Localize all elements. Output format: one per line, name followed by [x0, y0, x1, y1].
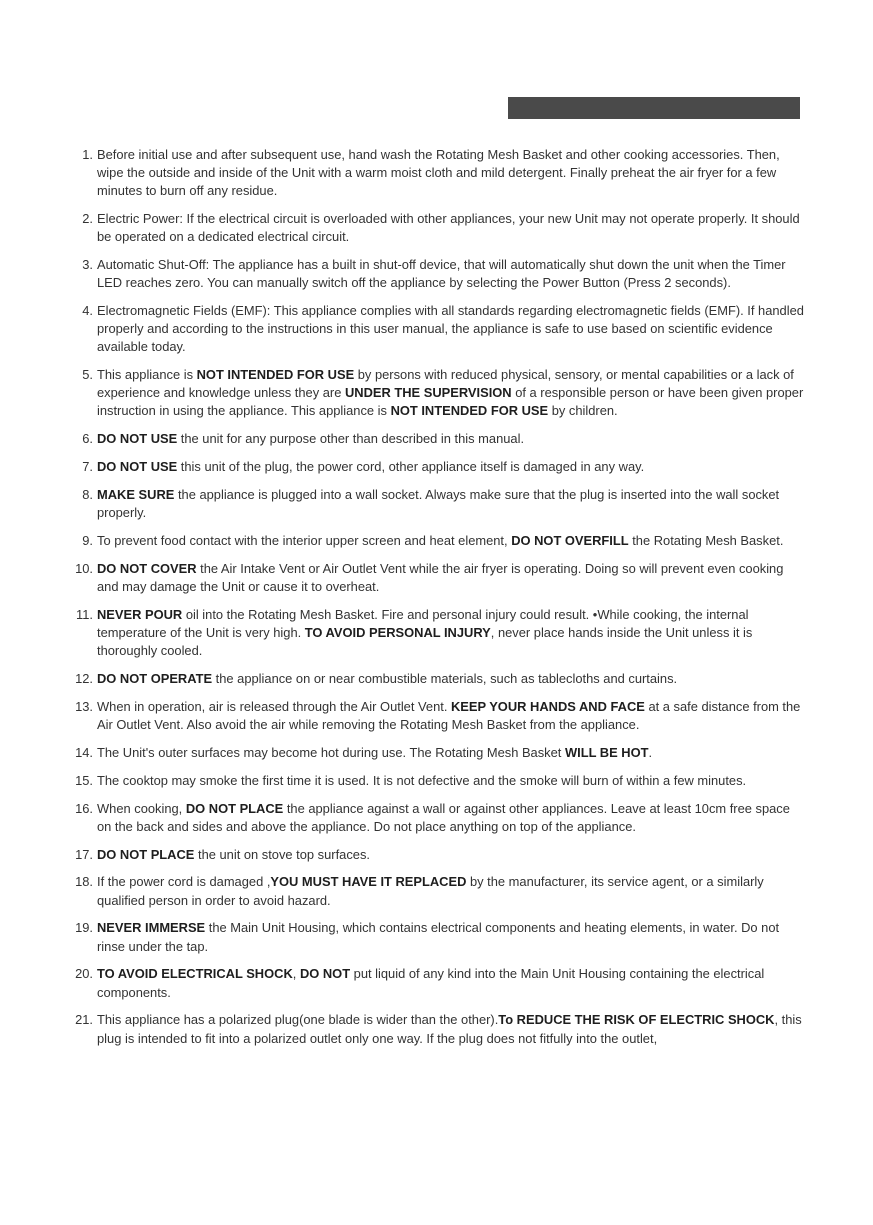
- emphasis-text: DO NOT PLACE: [185, 800, 284, 816]
- emphasis-text: DO NOT PLACE: [97, 846, 195, 862]
- list-item-text: [97, 847, 370, 862]
- list-item-number: 18.: [75, 874, 93, 890]
- emphasis-text: DO NOT USE: [97, 459, 178, 475]
- text-segment: the Main Unit Housing, which contains electrical components and heating elements, in water. Do not rinse under the tap.: [97, 920, 780, 954]
- list-item-text: [97, 147, 780, 198]
- list-item-text: [97, 966, 764, 999]
- emphasis-text: DO NOT OVERFILL: [511, 532, 629, 548]
- list-item-number: 11.: [76, 606, 93, 622]
- list-item: [66, 430, 806, 448]
- text-segment: When cooking,: [97, 800, 186, 816]
- list-item-text: [97, 367, 803, 418]
- safety-instructions-list: [66, 146, 806, 1057]
- list-item-text: [97, 920, 779, 953]
- text-segment: To prevent food contact with the interior upper screen and heat element,: [97, 532, 512, 548]
- list-item: [66, 965, 806, 1001]
- list-item-text: [97, 431, 524, 446]
- list-item-text: [97, 303, 804, 354]
- list-item-text: [97, 487, 779, 520]
- text-segment: If the power cord is damaged ,: [97, 874, 271, 890]
- list-item-text: [97, 607, 752, 658]
- text-segment: the appliance against a wall or against other appliances. Leave at least 10cm free space on the back and sides and above the appliance. Do not place anything on top of the appliance.: [97, 800, 790, 834]
- text-segment: Automatic Shut-Off: The appliance has a built in shut-off device, that will automatically shut down the unit when the Timer LED reaches zero. You can manually switch off the appliance by selecting the Power Button (Press 2 seconds).: [97, 257, 786, 291]
- list-item-text: [97, 257, 786, 290]
- list-item-text: [97, 533, 783, 548]
- emphasis-text: DO NOT COVER: [97, 560, 197, 576]
- list-item: [66, 256, 806, 292]
- text-segment: When in operation, air is released through the Air Outlet Vent.: [97, 698, 451, 714]
- list-item-text: [97, 1012, 802, 1045]
- emphasis-text: NEVER IMMERSE: [97, 920, 206, 936]
- list-item-number: 14.: [75, 744, 93, 760]
- emphasis-text: NOT INTENDED FOR USE: [390, 403, 549, 419]
- list-item-number: 7.: [82, 459, 93, 475]
- list-item-text: [97, 459, 644, 474]
- list-item-number: 21.: [75, 1012, 93, 1028]
- list-item-number: 8.: [82, 486, 93, 502]
- emphasis-text: To REDUCE THE RISK OF ELECTRIC SHOCK: [498, 1012, 775, 1028]
- list-item-text: [97, 801, 790, 834]
- text-segment: The Unit's outer surfaces may become hot during use. The Rotating Mesh Basket: [97, 744, 565, 760]
- list-item: [66, 302, 806, 356]
- list-item: [66, 210, 806, 246]
- list-item-number: 6.: [82, 431, 93, 447]
- list-item-text: [97, 671, 677, 686]
- text-segment: .: [648, 744, 653, 760]
- text-segment: of a responsible person or have been given proper instruction in using the appliance. This appliance is: [97, 385, 804, 419]
- text-segment: the unit for any purpose other than described in this manual.: [177, 431, 525, 447]
- text-segment: this unit of the plug, the power cord, other appliance itself is damaged in any way.: [177, 459, 645, 475]
- list-item-number: 9.: [82, 532, 93, 548]
- list-item-number: 15.: [75, 772, 93, 788]
- list-item-number: 5.: [82, 367, 93, 383]
- list-item: [66, 800, 806, 836]
- emphasis-text: NEVER POUR: [97, 606, 183, 622]
- list-item: [66, 846, 806, 864]
- section-header-bar: [508, 97, 800, 119]
- list-item: [66, 532, 806, 550]
- list-item-number: 16.: [75, 800, 93, 816]
- emphasis-text: KEEP YOUR HANDS AND FACE: [450, 698, 645, 714]
- text-segment: Electromagnetic Fields (EMF): This appliance complies with all standards regarding electromagnetic fields (EMF). If handled properly and according to the instructions in this user manual, the appliance is safe to use based on scientific evidence available today.: [97, 303, 804, 355]
- list-item: [66, 698, 806, 734]
- emphasis-text: TO AVOID PERSONAL INJURY: [304, 624, 491, 640]
- list-item-text: [97, 745, 652, 760]
- list-item: [66, 873, 806, 909]
- list-item-number: 10.: [75, 560, 93, 576]
- text-segment: the unit on stove top surfaces.: [194, 846, 370, 862]
- list-item-text: [97, 874, 764, 907]
- text-segment: Before initial use and after subsequent use, hand wash the Rotating Mesh Basket and other cooking accessories. Then, wipe the outside and inside of the Unit with a warm moist cloth and mild detergent. Finally preheat the air fryer for a few minutes to burn off any residue.: [97, 147, 780, 199]
- emphasis-text: DO NOT: [299, 966, 351, 982]
- list-item: [66, 1011, 806, 1047]
- text-segment: This appliance has a polarized plug(one blade is wider than the other).: [97, 1012, 499, 1028]
- text-segment: the Rotating Mesh Basket.: [628, 532, 784, 548]
- list-item-number: 4.: [82, 303, 93, 319]
- list-item: [66, 919, 806, 955]
- text-segment: Electric Power: If the electrical circuit is overloaded with other appliances, your new Unit may not operate properly. It should be operated on a dedicated electrical circuit.: [97, 211, 800, 245]
- list-item: [66, 772, 806, 790]
- list-item: [66, 744, 806, 762]
- text-segment: , this plug is intended to fit into a polarized outlet only one way. If the plug does not fitfully into the outlet,: [97, 1012, 802, 1046]
- text-segment: oil into the Rotating Mesh Basket. Fire and personal injury could result. •While cooking, the internal temperature of the Unit is very high.: [97, 606, 749, 640]
- emphasis-text: MAKE SURE: [97, 486, 175, 502]
- emphasis-text: DO NOT OPERATE: [97, 670, 213, 686]
- emphasis-text: YOU MUST HAVE IT REPLACED: [270, 874, 467, 890]
- list-item-number: 20.: [75, 966, 93, 982]
- list-item: [66, 606, 806, 660]
- text-segment: the appliance is plugged into a wall socket. Always make sure that the plug is inserted into the wall socket properly.: [97, 486, 780, 521]
- list-item: [66, 560, 806, 596]
- list-item: [66, 366, 806, 420]
- list-item-number: 17.: [75, 846, 93, 862]
- emphasis-text: TO AVOID ELECTRICAL SHOCK: [97, 966, 293, 982]
- list-item-number: 12.: [75, 670, 93, 686]
- text-segment: by children.: [548, 403, 618, 419]
- list-item-number: 2.: [82, 211, 93, 227]
- text-segment: put liquid of any kind into the Main Unit Housing containing the electrical components.: [97, 966, 765, 1000]
- text-segment: the Air Intake Vent or Air Outlet Vent while the air fryer is operating. Doing so will prevent even cooking and may damage the Unit or cause it to overheat.: [97, 560, 784, 594]
- list-item-number: 13.: [75, 698, 93, 714]
- text-segment: ,: [292, 966, 300, 982]
- list-item-text: [97, 699, 800, 732]
- text-segment: This appliance is: [97, 367, 197, 383]
- list-item: [66, 670, 806, 688]
- text-segment: , never place hands inside the Unit unless it is thoroughly cooled.: [97, 624, 753, 659]
- emphasis-text: DO NOT USE: [97, 431, 178, 447]
- list-item-text: [97, 211, 800, 244]
- emphasis-text: WILL BE HOT: [564, 744, 649, 760]
- list-item: [66, 486, 806, 522]
- text-segment: The cooktop may smoke the first time it is used. It is not defective and the smoke will burn of within a few minutes.: [97, 772, 747, 788]
- text-segment: by persons with reduced physical, sensory, or mental capabilities or a lack of experience and knowledge unless they are: [97, 367, 794, 401]
- list-item-number: 3.: [82, 257, 93, 273]
- list-item: [66, 146, 806, 200]
- list-item-number: 1.: [82, 147, 93, 162]
- list-item-text: [97, 773, 746, 788]
- list-item: [66, 458, 806, 476]
- text-segment: by the manufacturer, its service agent, or a similarly qualified person in order to avoid hazard.: [97, 874, 764, 908]
- text-segment: the appliance on or near combustible materials, such as tablecloths and curtains.: [212, 670, 678, 686]
- list-item-text: [97, 561, 783, 594]
- list-item-number: 19.: [75, 920, 93, 936]
- emphasis-text: UNDER THE SUPERVISION: [344, 385, 512, 401]
- emphasis-text: NOT INTENDED FOR USE: [196, 367, 355, 383]
- text-segment: at a safe distance from the Air Outlet Vent. Also avoid the air while removing the Rotating Mesh Basket from the appliance.: [97, 698, 801, 732]
